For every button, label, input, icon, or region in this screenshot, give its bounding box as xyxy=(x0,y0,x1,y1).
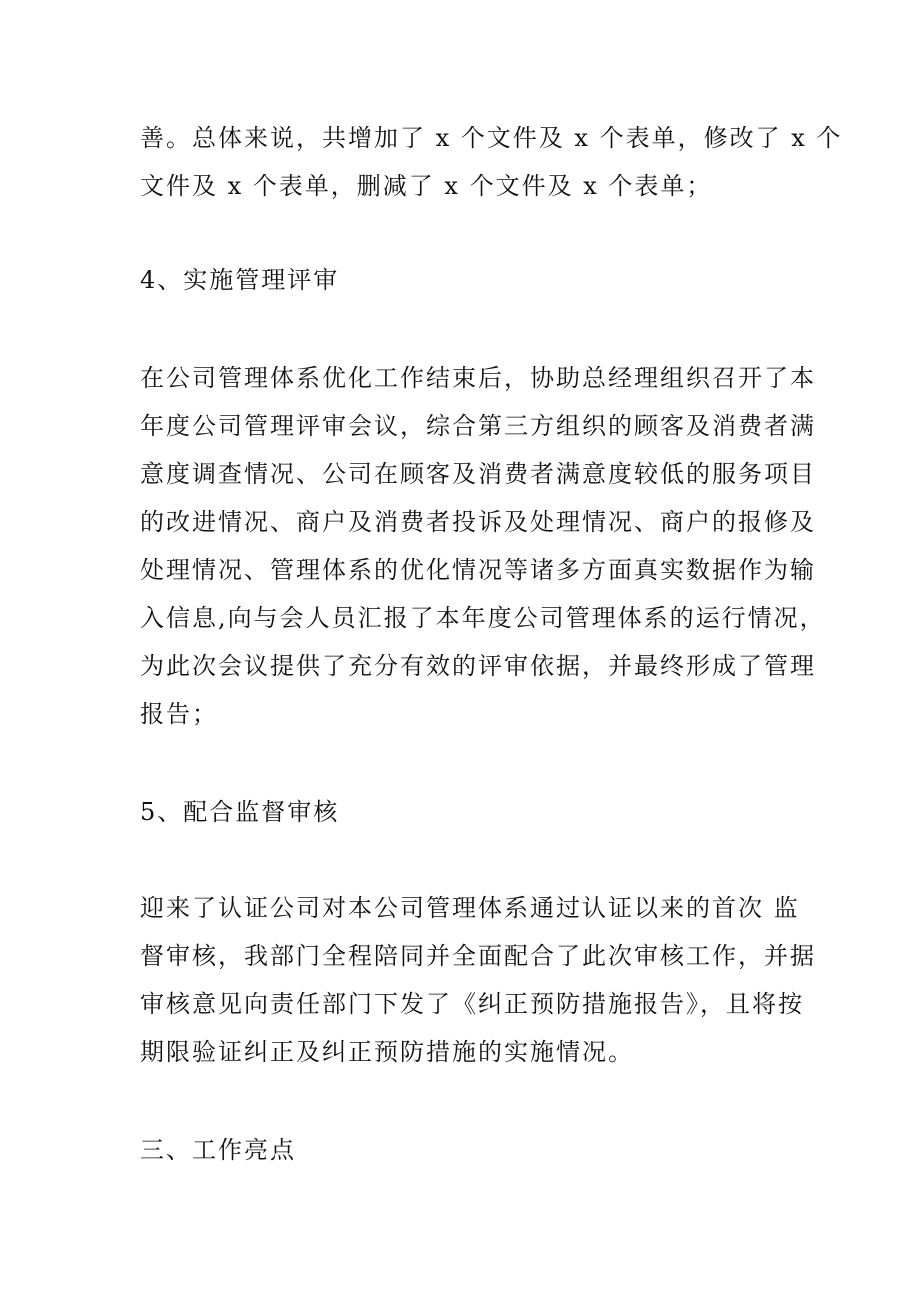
paragraph-line: 审核意见向责任部门下发了《纠正预防措施报告》，且将按 xyxy=(140,990,804,1018)
paragraph-line: 报告； xyxy=(140,700,218,728)
paragraph-line: 为此次会议提供了充分有效的评审依据，并最终形成了管理 xyxy=(140,652,816,680)
section-heading-4: 4、实施管理评审 xyxy=(140,266,340,294)
paragraph-line: 入信息,向与会人员汇报了本年度公司管理体系的运行情况， xyxy=(140,604,826,632)
paragraph-audit xyxy=(140,884,816,1076)
paragraph-line: 期限验证纠正及纠正预防措施的实施情况。 xyxy=(140,1038,634,1066)
paragraph-line: 处理情况、管理体系的优化情况等诸多方面真实数据作为输 xyxy=(140,556,816,584)
paragraph-line: 在公司管理体系优化工作结束后，协助总经理组织召开了本 xyxy=(140,364,816,392)
section-heading-5: 5、配合监督审核 xyxy=(140,798,340,826)
paragraph-line: 文件及 x 个表单，删减了 x 个文件及 x 个表单； xyxy=(140,172,713,200)
paragraph-line: 年度公司管理评审会议，综合第三方组织的顾客及消费者满 xyxy=(140,412,816,440)
paragraph-summary xyxy=(140,114,843,210)
paragraph-line: 的改进情况、商户及消费者投诉及处理情况、商户的报修及 xyxy=(140,508,816,536)
paragraph-management-review xyxy=(140,354,826,738)
section-heading-three: 三、工作亮点 xyxy=(140,1136,296,1164)
paragraph-line: 善。总体来说，共增加了 x 个文件及 x 个表单，修改了 x 个 xyxy=(140,124,843,152)
paragraph-line: 督审核，我部门全程陪同并全面配合了此次审核工作，并据 xyxy=(140,942,816,970)
paragraph-line: 意度调查情况、公司在顾客及消费者满意度较低的服务项目 xyxy=(140,460,816,488)
paragraph-line: 迎来了认证公司对本公司管理体系通过认证以来的首次 监 xyxy=(140,894,800,922)
